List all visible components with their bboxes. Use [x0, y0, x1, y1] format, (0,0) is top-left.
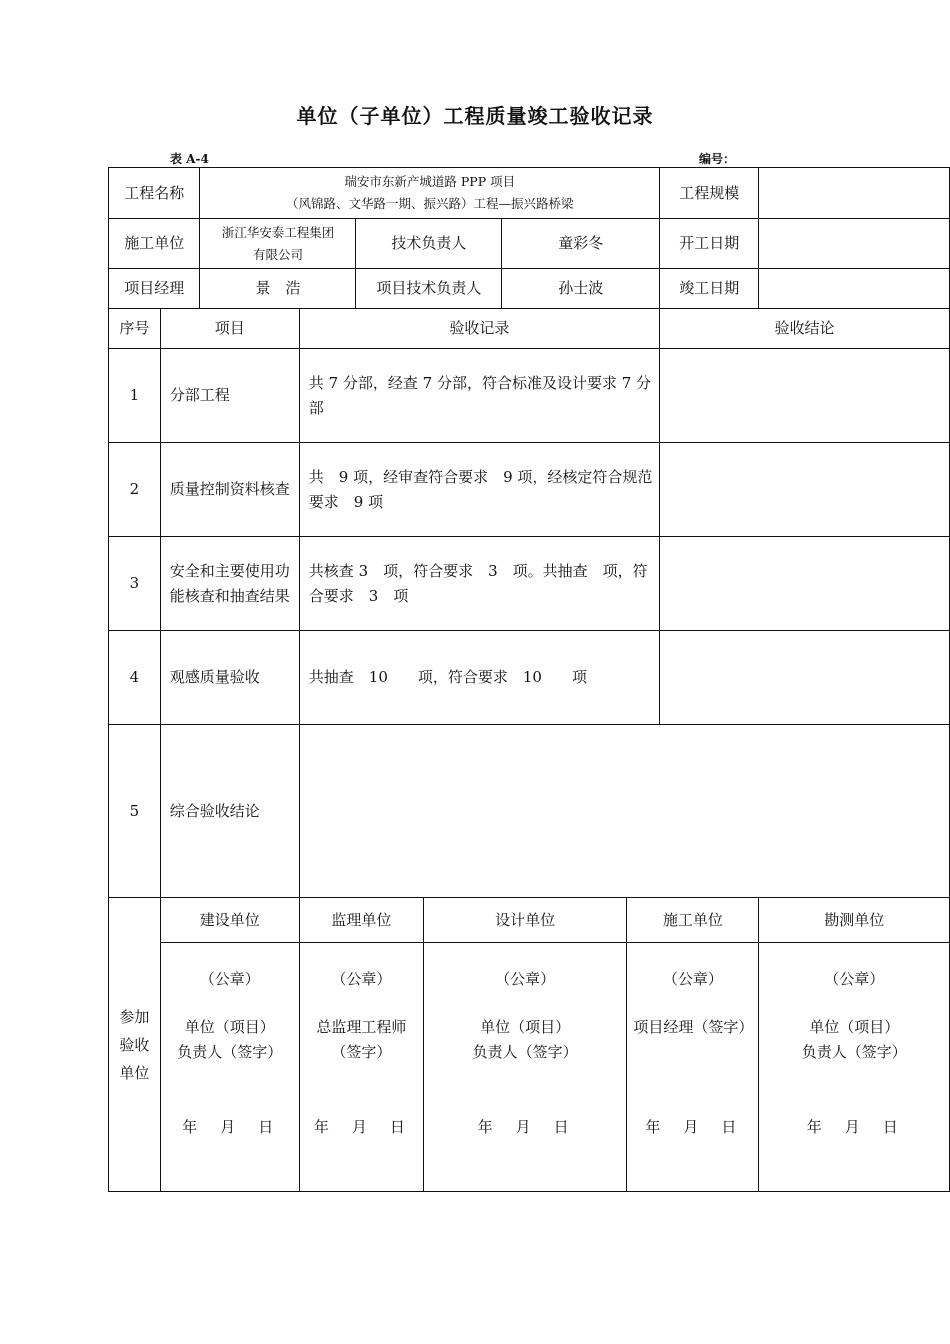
unit-name-designer: 设计单位: [424, 898, 627, 943]
sign-line2: 负责人（签字）: [472, 1043, 578, 1061]
row-conclusion: [660, 443, 950, 537]
participants-label: 参加验收单位: [109, 898, 161, 1192]
row-item: 质量控制资料核查: [160, 443, 299, 537]
project-name-value: [200, 168, 660, 219]
contractor-line2: 有限公司: [252, 246, 303, 262]
table-row: [109, 349, 950, 443]
sign-line1: 单位（项目）: [184, 1018, 275, 1036]
col-header-record: 验收记录: [299, 309, 659, 349]
sign-cell-contractor: [627, 943, 759, 1192]
sign-date: 年 月 日: [313, 1118, 409, 1136]
col-header-no: 序号: [109, 309, 161, 349]
pm-value: 景 浩: [200, 269, 356, 309]
participants-header-row: [109, 898, 950, 943]
sign-line2: 负责人（签字）: [177, 1043, 283, 1061]
seal-text: （公章）: [331, 970, 392, 988]
sign-cell-owner: [160, 943, 299, 1192]
row-record: 共核查 3 项，符合要求 3 项。共抽查 项，符合要求 3 项: [299, 537, 659, 631]
row-no: 5: [109, 725, 161, 898]
row-no: 1: [109, 349, 161, 443]
sign-date: 年 月 日: [806, 1118, 902, 1136]
sign-date: 年 月 日: [182, 1118, 278, 1136]
acceptance-record-table: [108, 167, 950, 1192]
row-record: 共 9 项，经审查符合要求 9 项，经核定符合规范要求 9 项: [299, 443, 659, 537]
contractor-label: 施工单位: [109, 219, 200, 269]
header-row-contractor: [109, 219, 950, 269]
page-title: 单位（子单位）工程质量竣工验收记录: [296, 104, 654, 128]
start-date-label: 开工日期: [660, 219, 759, 269]
row-item: 综合验收结论: [160, 725, 299, 898]
project-name-line1: 瑞安市东新产城道路 PPP 项目: [344, 174, 516, 189]
sign-line1: 总监理工程师: [316, 1018, 407, 1036]
project-tech-lead-value: 孙士波: [502, 269, 660, 309]
unit-name-owner: 建设单位: [160, 898, 299, 943]
seal-text: （公章）: [662, 970, 723, 988]
seal-text: （公章）: [495, 970, 556, 988]
tech-lead-label: 技术负责人: [356, 219, 502, 269]
sign-line2: （签字）: [331, 1043, 392, 1061]
end-date-label: 竣工日期: [660, 269, 759, 309]
sign-line2: 负责人（签字）: [801, 1043, 907, 1061]
project-name-line2: （风锦路、文华路一期、振兴路）工程—振兴路桥梁: [285, 196, 574, 211]
column-header-row: [109, 309, 950, 349]
row-conclusion: [660, 537, 950, 631]
tech-lead-value: 童彩冬: [502, 219, 660, 269]
header-row-manager: [109, 269, 950, 309]
table-row: [109, 631, 950, 725]
row-record: 共 7 分部，经查 7 分部，符合标准及设计要求 7 分部: [299, 349, 659, 443]
sign-cell-designer: [424, 943, 627, 1192]
row-item: 分部工程: [160, 349, 299, 443]
table-row: [109, 443, 950, 537]
unit-name-surveyor: 勘测单位: [759, 898, 950, 943]
sign-date: 年 月 日: [645, 1118, 741, 1136]
header-row-project: [109, 168, 950, 219]
pm-label: 项目经理: [109, 269, 200, 309]
row-item: 观感质量验收: [160, 631, 299, 725]
row-no: 3: [109, 537, 161, 631]
sign-cell-supervisor: [299, 943, 423, 1192]
row-record: [299, 725, 949, 898]
project-tech-lead-label: 项目技术负责人: [356, 269, 502, 309]
sign-date: 年 月 日: [477, 1118, 573, 1136]
sign-line1: 单位（项目）: [480, 1018, 571, 1036]
seal-text: （公章）: [824, 970, 885, 988]
row-conclusion: [660, 349, 950, 443]
contractor-line1: 浙江华安泰工程集团: [221, 224, 335, 240]
sign-line2: [633, 1040, 752, 1065]
scale-value: [759, 168, 950, 219]
row-item: 安全和主要使用功能核查和抽查结果: [160, 537, 299, 631]
unit-name-supervisor: 监理单位: [299, 898, 423, 943]
contractor-value: [200, 219, 356, 269]
participants-sign-row: [109, 943, 950, 1192]
row-conclusion: [660, 631, 950, 725]
project-name-label: 工程名称: [109, 168, 200, 219]
sign-cell-surveyor: [759, 943, 950, 1192]
serial-number-label: 编号：: [699, 152, 736, 166]
col-header-item: 项目: [160, 309, 299, 349]
unit-name-contractor: 施工单位: [627, 898, 759, 943]
table-row: [109, 537, 950, 631]
row-record: 共抽查 10 项，符合要求 10 项: [299, 631, 659, 725]
sign-line1: 单位（项目）: [809, 1018, 900, 1036]
table-row: [109, 725, 950, 898]
table-number: 表 A-4: [170, 152, 209, 166]
sign-line1: 项目经理（签字）: [633, 1018, 754, 1036]
end-date-value: [759, 269, 950, 309]
start-date-value: [759, 219, 950, 269]
row-no: 2: [109, 443, 161, 537]
col-header-conclusion: 验收结论: [660, 309, 950, 349]
seal-text: （公章）: [199, 970, 260, 988]
scale-label: 工程规模: [660, 168, 759, 219]
row-no: 4: [109, 631, 161, 725]
